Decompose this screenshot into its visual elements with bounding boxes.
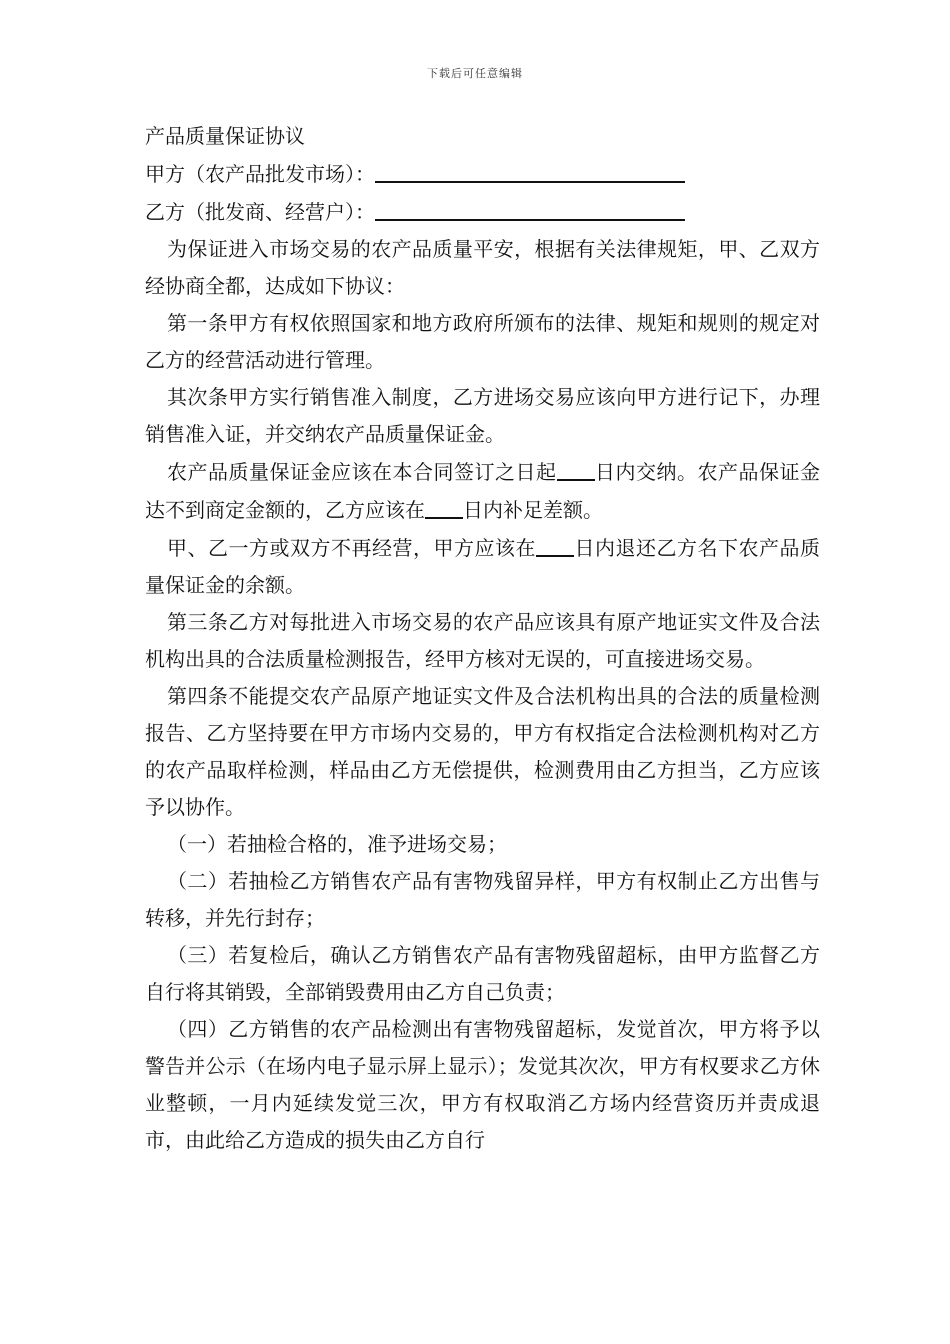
party-a-blank[interactable] [375,155,685,183]
intro-paragraph: 为保证进入市场交易的农产品质量平安，根据有关法律规矩，甲、乙双方经协商全都，达成如下协议： [145,237,820,298]
article-2: 其次条甲方实行销售准入制度，乙方进场交易应该向甲方进行记下，办理销售准入证，并交纳农产品质量保证金。 [145,385,820,446]
deposit-p1-text-c: 日内补足差额。 [463,498,603,522]
clause-4: （四）乙方销售的农产品检测出有害物残留超标，发觉首次，甲方将予以警告并公示（在场内电子显示屏上显示）；发觉其次次，甲方有权要求乙方休业整顿，一月内延续发觉三次，甲方有权取消乙方场内经营资历并责成退市，由此给乙方造成的损失由乙方自行 [145,1017,820,1152]
document-title: 产品质量保证协议 [145,124,305,148]
deposit-p1-text-b: 日内交纳。农产品保证金达不到商定金额的，乙方应该在 [145,460,820,522]
clause-3: （三）若复检后，确认乙方销售农产品有害物残留超标，由甲方监督乙方自行将其销毁，全部销毁费用由乙方自己负责； [145,943,820,1004]
article-4: 第四条不能提交农产品原产地证实文件及合法机构出具的合法的质量检测报告、乙方坚持要在甲方市场内交易的，甲方有权指定合法检测机构对乙方的农产品取样检测，样品由乙方无偿提供，检测费用由乙方担当，乙方应该予以协作。 [145,684,820,819]
article-3: 第三条乙方对每批进入市场交易的农产品应该具有原产地证实文件及合法机构出具的合法质量检测报告，经甲方核对无误的，可直接进场交易。 [145,610,820,671]
party-b-line [145,193,820,231]
deposit-paragraph-1 [145,453,820,529]
clause-1: （一）若抽检合格的，准予进场交易； [167,832,507,856]
party-b-label: 乙方（批发商、经营户）： [145,200,375,224]
party-a-line [145,155,820,193]
clause-2: （二）若抽检乙方销售农产品有害物残留异样，甲方有权制止乙方出售与转移，并先行封存； [145,869,820,930]
refund-days-blank[interactable] [536,529,574,557]
deposit-paragraph-2 [145,529,820,604]
deposit-days-blank-1[interactable] [557,453,595,481]
deposit-p1-text-a: 农产品质量保证金应该在本合同签订之日起 [167,460,557,484]
party-b-blank[interactable] [375,193,685,221]
party-a-label: 甲方（农产品批发市场）： [145,162,375,186]
deposit-p2-text-b: 日内退还乙方名下农产品质量保证金的余额。 [145,536,820,597]
deposit-days-blank-2[interactable] [425,491,463,519]
header-note: 下载后可任意编辑 [427,67,523,80]
document-body [145,118,820,1159]
article-1: 第一条甲方有权依照国家和地方政府所颁布的法律、规矩和规则的规定对乙方的经营活动进行管理。 [145,311,820,372]
deposit-p2-text-a: 甲、乙一方或双方不再经营，甲方应该在 [167,536,536,560]
